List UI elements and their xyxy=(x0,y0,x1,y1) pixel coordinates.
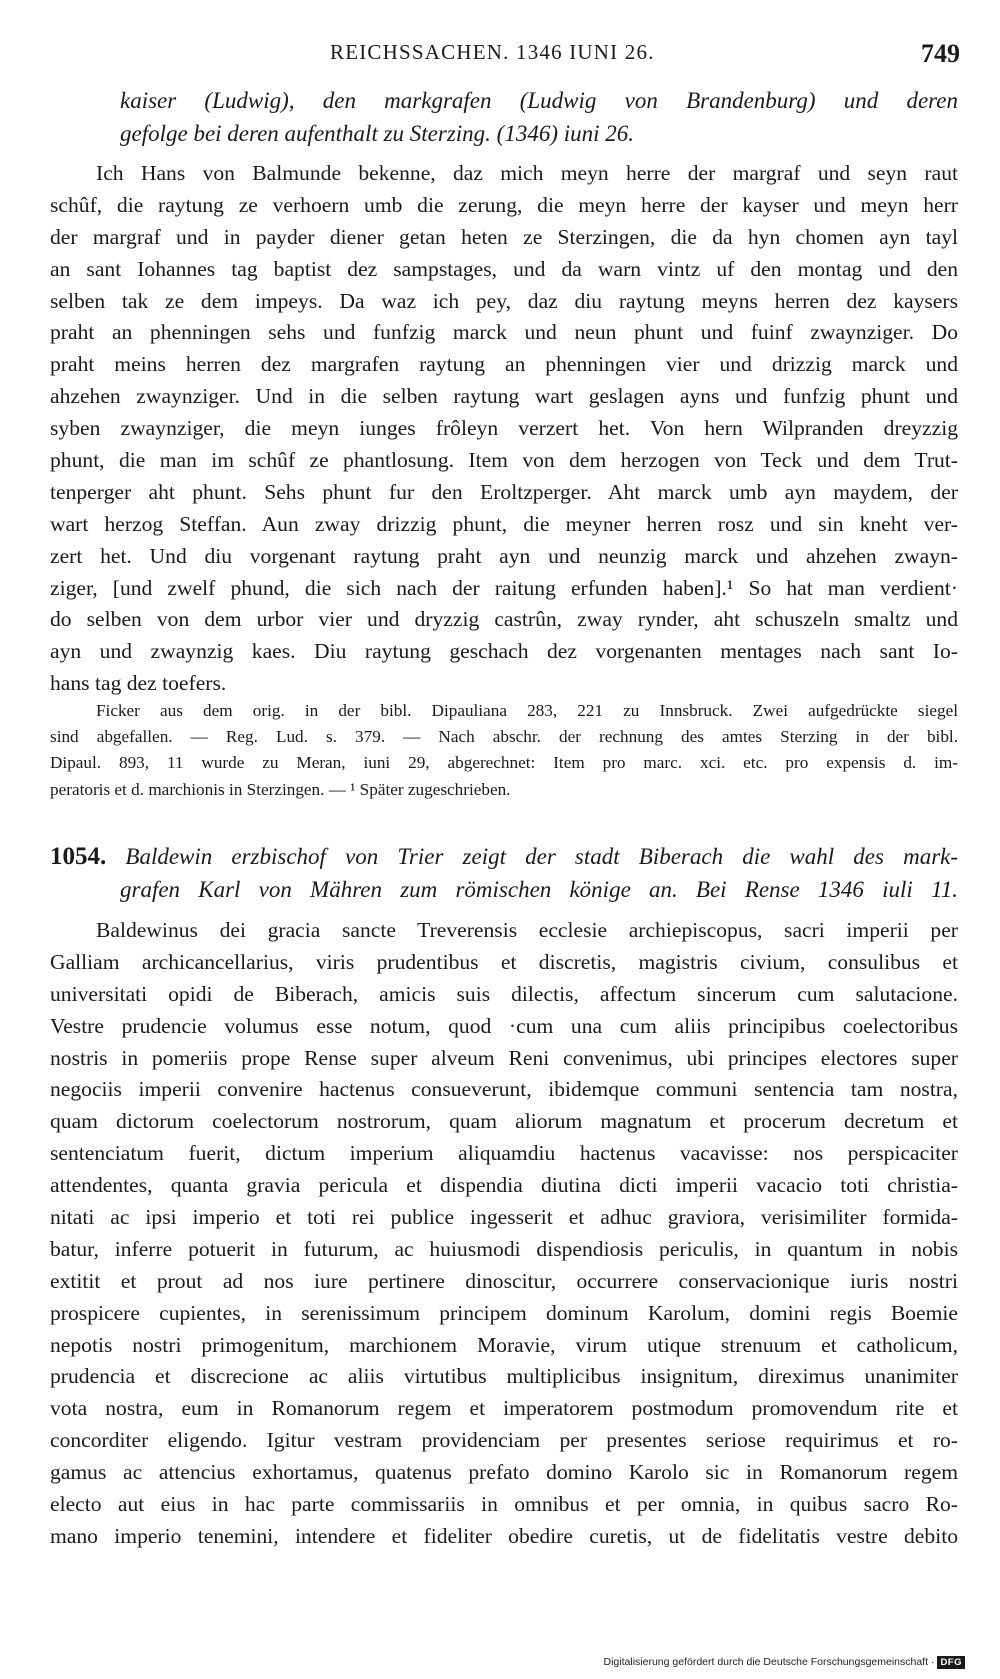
body-line: wart herzog Steffan. Aun zway drizzig phunt, die meyner herren rosz und sin kneht ver- xyxy=(50,511,958,536)
body-line: tenperger aht phunt. Sehs phunt fur den Eroltzperger. Aht marck umb ayn maydem, der xyxy=(50,479,958,504)
note-line: Ficker aus dem orig. in der bibl. Dipauliana 283, 221 zu Innsbruck. Zwei aufgedrückte siegel xyxy=(96,701,958,720)
body-line: negociis imperii convenire hactenus consueverunt, ibidemque communi sentencia tam nostra, xyxy=(50,1077,958,1102)
entry-1054-heading xyxy=(50,840,958,906)
body-line: ayn und zwaynzig kaes. Diu raytung geschach dez vorgenanten mentages nach sant Io- xyxy=(50,639,958,664)
body-line: Ich Hans von Balmunde bekenne, daz mich meyn herre der margraf und seyn raut xyxy=(96,161,958,185)
note-line: peratoris et d. marchionis in Sterzingen. — ¹ Später zugeschrieben. xyxy=(50,779,511,799)
entry-top-heading xyxy=(50,84,958,150)
credit-text: Digitalisierung gefördert durch die Deutsche Forschungsgemeinschaft · xyxy=(603,1656,935,1668)
body-line: nostris in pomeriis prope Rense super alveum Reni convenimus, ubi principes electores super xyxy=(50,1045,958,1070)
body-line: electo aut eius in hac parte commissariis in omnibus et per omnia, in quibus sacro Ro- xyxy=(50,1492,958,1517)
body-line: do selben von dem urbor vier und dryzzig castrûn, zway rynder, aht schuszeln smaltz und xyxy=(50,607,958,632)
body-line: praht meins herren dez margrafen raytung an phenningen vier und drizzig marck und xyxy=(50,352,958,377)
heading-line xyxy=(50,840,958,873)
body-line: quam dictorum coelectorum nostrorum, quam aliorum magnatum et procerum decretum et xyxy=(50,1109,958,1134)
body-line: concorditer eligendo. Igitur vestram providenciam per presentes seriose requirimus et ro- xyxy=(50,1428,958,1453)
body-line: extitit et prout ad nos iure pertinere dinoscitur, occurrere conservacionique iuris nostri xyxy=(50,1268,958,1293)
body-line: nitati ac ipsi imperio et toti rei publice ingesserit et adhuc graviora, verisimiliter formida- xyxy=(50,1205,958,1230)
body-line: batur, inferre potuerit in futurum, ac huiusmodi dispendiosis periculis, in quantum in nobis xyxy=(50,1236,958,1261)
digitization-credit xyxy=(604,1654,965,1670)
body-line: praht an phenningen sehs und funfzig marck und neun phunt und fuinf zwaynziger. Do xyxy=(50,320,958,345)
dfg-logo: DFG xyxy=(937,1656,965,1669)
body-line: gamus ac attencius exhortamus, quatenus prefato domino Karolo sic in Romanorum regem xyxy=(50,1460,958,1485)
heading-line: kaiser (Ludwig), den markgrafen (Ludwig von Brandenburg) und deren xyxy=(120,88,958,113)
body-line: nepotis nostri primogenitum, marchionem Moravie, virum utique strenuum et catholicum, xyxy=(50,1332,958,1357)
heading-line: grafen Karl von Mähren zum römischen könige an. Bei Rense 1346 iuli 11. xyxy=(120,877,958,902)
body-line: zert het. Und diu vorgenant raytung praht ayn und neunzig marck und ahzehen zwayn- xyxy=(50,543,958,568)
body-line: prudencia et discrecione ac aliis virtutibus multiplicibus insignitum, direximus unanimiter xyxy=(50,1364,958,1389)
page-number: 749 xyxy=(921,39,960,68)
entry-1054-body xyxy=(50,915,958,1553)
body-line: an sant Iohannes tag baptist dez sampstages, und da warn vintz uf den montag und den xyxy=(50,256,958,281)
body-line: attendentes, quanta gravia pericula et dispendia diutina dicti imperii vacacio toti christia- xyxy=(50,1173,958,1198)
body-line: Vestre prudencie volumus esse notum, quod ·cum una cum aliis principibus coelectoribus xyxy=(50,1013,958,1038)
note-line: sind abgefallen. — Reg. Lud. s. 379. — Nach abschr. der rechnung des amtes Sterzing in der bibl. xyxy=(50,727,958,747)
body-line: schûf, die raytung ze verhoern umb die zerung, die meyn herre der kayser und meyn herr xyxy=(50,192,958,217)
entry-top-notes xyxy=(50,698,958,803)
body-line: Baldewinus dei gracia sancte Treverensis ecclesie archiepiscopus, sacri imperii per xyxy=(96,918,958,942)
body-line: Galliam archicancellarius, viris prudentibus et discretis, magistris civium, consulibus et xyxy=(50,949,958,974)
note-line: Dipaul. 893, 11 wurde zu Meran, iuni 29, abgerechnet: Item pro marc. xci. etc. pro expensis d. im- xyxy=(50,753,958,773)
body-line: ziger, [und zwelf phund, die sich nach der raitung erfunden haben].¹ So hat man verdient· xyxy=(50,575,958,600)
body-line: der margraf und in payder diener getan heten ze Sterzingen, die da hyn chomen ayn tayl xyxy=(50,224,958,249)
body-line: phunt, die man im schûf ze phantlosung. Item von dem herzogen von Teck und dem Trut- xyxy=(50,448,958,473)
body-line: prospicere cupientes, in serenissimum principem dominum Karolum, domini regis Boemie xyxy=(50,1300,958,1325)
body-line: vota nostra, eum in Romanorum regem et imperatorem postmodum promovendum rite et xyxy=(50,1396,958,1421)
body-line: mano imperio tenemini, intendere et fideliter obedire curetis, ut de fidelitatis vestre debito xyxy=(50,1523,958,1548)
body-line: hans tag dez toefers. xyxy=(50,671,227,696)
body-line: sentenciatum fuerit, dictum imperium aliquamdiu hactenus vacavisse: nos perspicaciter xyxy=(50,1141,958,1166)
entry-top-body xyxy=(50,158,958,700)
running-head xyxy=(0,40,1000,72)
body-line: syben zwaynziger, die meyn iunges frôleyn verzert het. Von hern Wilpranden dreyzzig xyxy=(50,416,958,441)
document-number: 1054. xyxy=(50,843,107,870)
body-line: ahzehen zwaynziger. Und in die selben raytung wart geslagen ayns und funfzig phunt und xyxy=(50,384,958,409)
body-line: universitati opidi de Biberach, amicis suis dilectis, affectum sincerum cum salutacione. xyxy=(50,981,958,1006)
heading-text: Baldewin erzbischof von Trier zeigt der stadt Biberach die wahl des mark- xyxy=(125,844,959,869)
body-line: selben tak ze dem impeys. Da waz ich pey, daz diu raytung meyns herren dez kaysers xyxy=(50,288,958,313)
running-title: REICHSSACHEN. 1346 IUNI 26. xyxy=(330,40,655,64)
heading-line: gefolge bei deren aufenthalt zu Sterzing. (1346) iuni 26. xyxy=(120,121,635,146)
